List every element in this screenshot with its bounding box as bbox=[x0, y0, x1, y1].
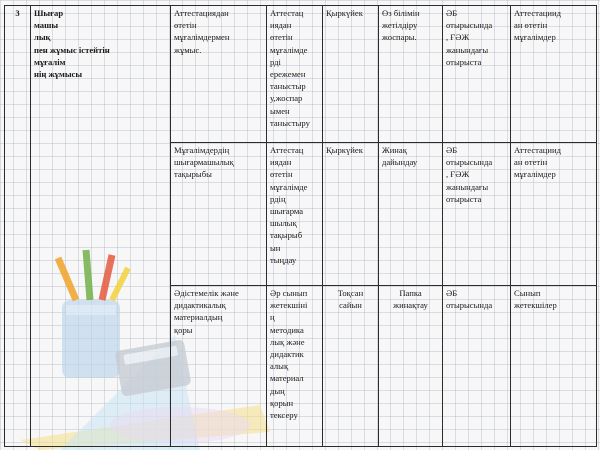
time-cell: Қыркүйек bbox=[323, 143, 379, 286]
place-cell: ӘБ отырысында bbox=[443, 286, 511, 447]
form-cell: Өз білімін жетілдіру жоспары. bbox=[379, 6, 443, 143]
direction-cell: Шығар машы лық пен жұмыс істейтін мұғалім нің жұмысы bbox=[31, 6, 171, 447]
responsible-cell: Аттестациид ан өтетін мұғалімдер bbox=[511, 143, 597, 286]
responsible-cell: Сынып жетекшілер bbox=[511, 286, 597, 447]
place-cell: ӘБ отырысында , ҒӘЖ жанындағы отырыста bbox=[443, 143, 511, 286]
form-cell: Жинақ дайындау bbox=[379, 143, 443, 286]
work-plan-table bbox=[4, 5, 597, 447]
topic-cell: Аттестациядан өтетін мұғалімдермен жұмыс. bbox=[171, 6, 267, 143]
row-number-cell: 3 bbox=[5, 6, 31, 447]
content-cell: Аттестац иядан өтетін мұғалімде рді ережемен таныстыр у,жоспар ымен таныстыру bbox=[267, 6, 323, 143]
time-cell: Қыркүйек bbox=[323, 6, 379, 143]
place-cell: ӘБ отырысында , ҒӘЖ жанындағы отырыста bbox=[443, 6, 511, 143]
form-cell: Папка жинақтау bbox=[379, 286, 443, 447]
topic-cell: Әдістемелік және дидактикалық материалдың қоры bbox=[171, 286, 267, 447]
responsible-cell: Аттестациид ан өтетін мұғалімдер bbox=[511, 6, 597, 143]
topic-cell: Мұғалімдердің шығармашылық тақырыбы bbox=[171, 143, 267, 286]
time-cell: Тоқсан сайын bbox=[323, 286, 379, 447]
content-cell: Аттестац иядан өтетін мұғалімде рдің шығарма шылық тақырыб ын тыңдау bbox=[267, 143, 323, 286]
content-cell: Әр сынып жетекшіні ң методика лық және дидактик алық материал дың қорын тексеру bbox=[267, 286, 323, 447]
table-row bbox=[5, 6, 597, 143]
